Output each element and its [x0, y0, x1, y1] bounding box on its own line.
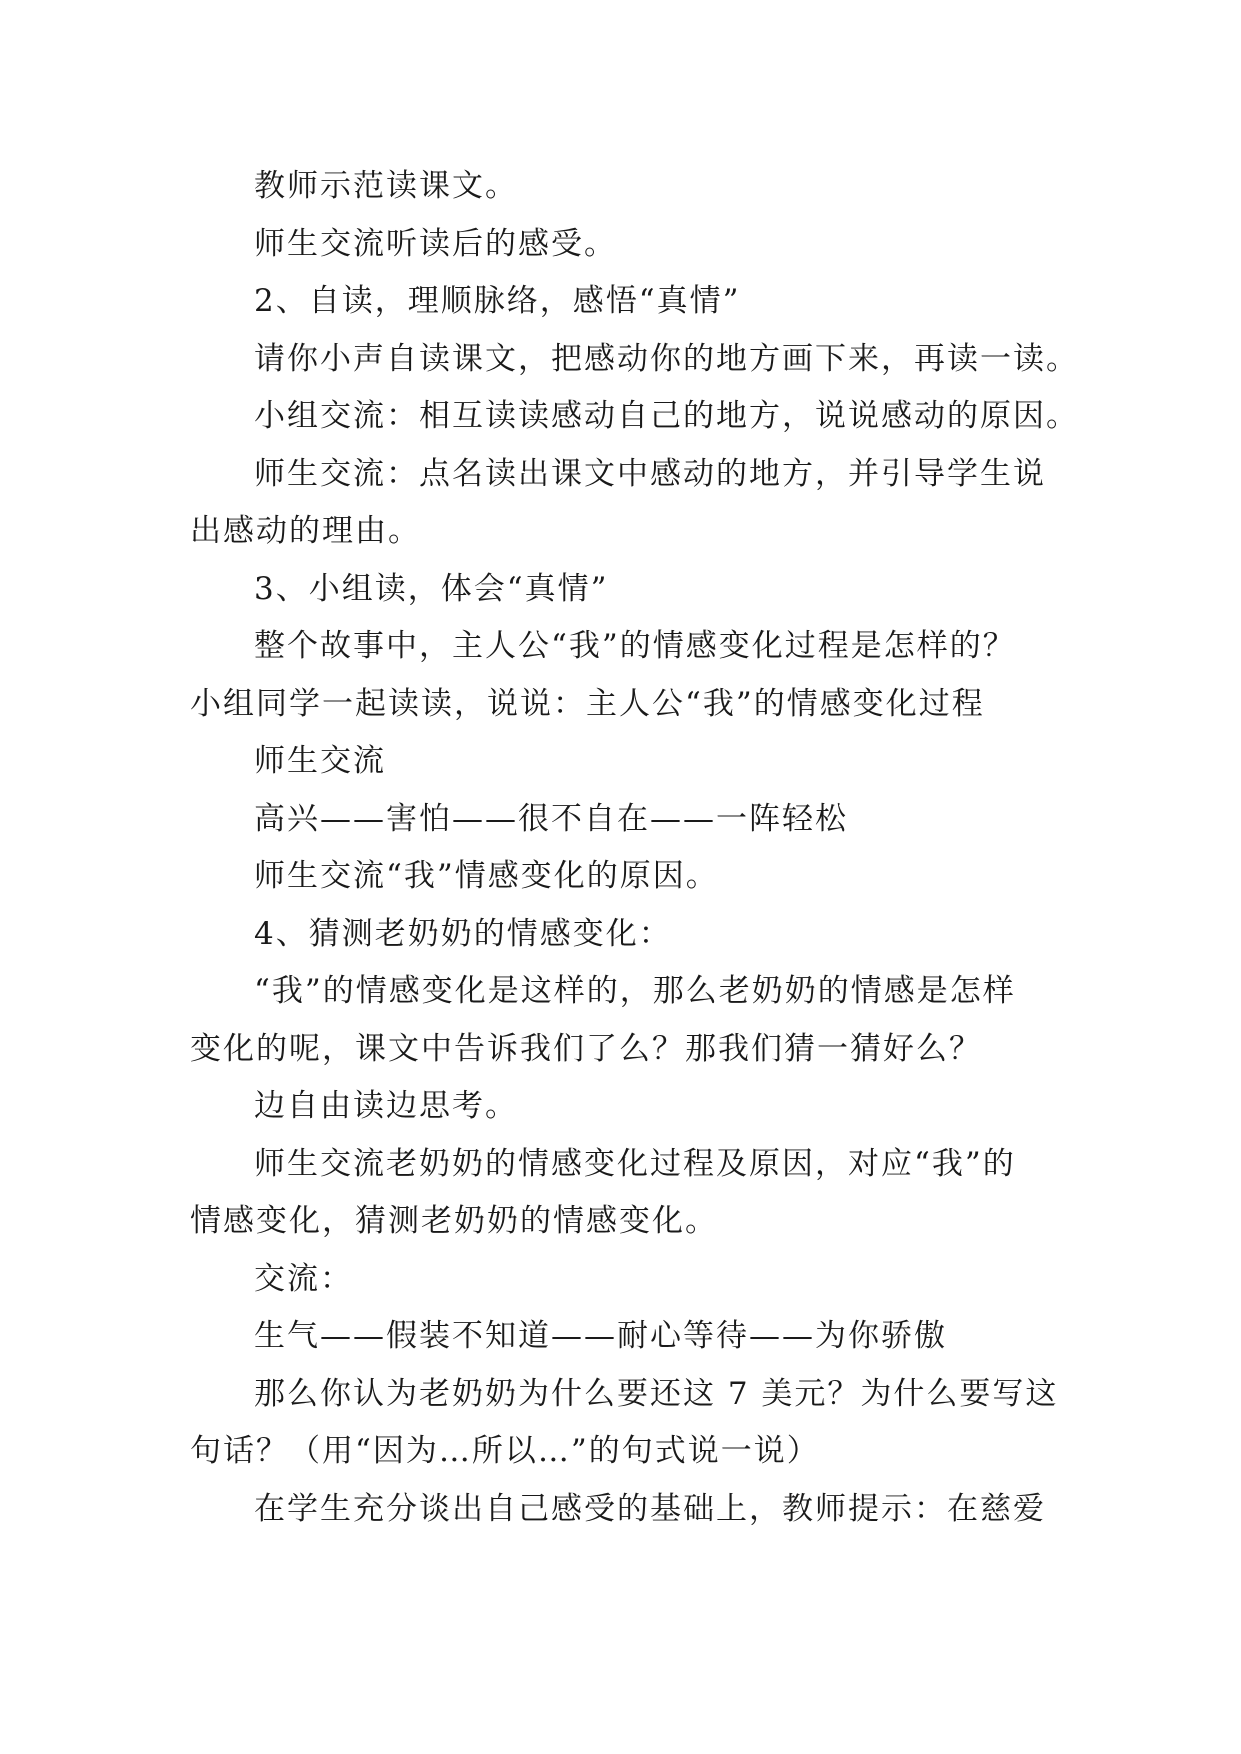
text-line: 小组交流：相互读读感动自己的地方，说说感动的原因。	[254, 398, 1079, 434]
text-line: 出感动的理由。	[190, 513, 421, 549]
text-line: 在学生充分谈出自己感受的基础上，教师提示：在慈爱	[254, 1490, 1046, 1527]
text-line: 3、小组读，体会“真情”	[254, 570, 609, 607]
text-line: “我”的情感变化是这样的，那么老奶奶的情感是怎样	[254, 973, 1016, 1009]
text-line: 整个故事中，主人公“我”的情感变化过程是怎样的？	[254, 628, 1016, 664]
text-line: 师生交流老奶奶的情感变化过程及原因，对应“我”的	[254, 1145, 1016, 1182]
text-line: 请你小声自读课文，把感动你的地方画下来，再读一读。	[254, 340, 1079, 377]
text-line: 生气——假装不知道——耐心等待——为你骄傲	[254, 1318, 947, 1354]
text-line: 教师示范读课文。	[254, 168, 518, 204]
text-line: 师生交流	[254, 743, 386, 779]
text-line: 句话？（用“因为…所以…”的句式说一说）	[190, 1433, 820, 1469]
document-body	[190, 158, 1079, 1538]
text-line: 交流：	[254, 1260, 353, 1297]
text-line: 小组同学一起读读，说说：主人公“我”的情感变化过程	[190, 685, 985, 722]
text-line: 边自由读边思考。	[254, 1088, 518, 1124]
text-line: 4、猜测老奶奶的情感变化：	[254, 915, 672, 952]
text-line: 2、自读，理顺脉络，感悟“真情”	[254, 283, 741, 319]
text-line: 师生交流“我”情感变化的原因。	[254, 858, 719, 894]
text-line: 那么你认为老奶奶为什么要还这 7 美元？为什么要写这	[254, 1375, 1059, 1412]
text-line: 变化的呢，课文中告诉我们了么？那我们猜一猜好么？	[190, 1030, 982, 1067]
text-line: 师生交流听读后的感受。	[254, 225, 617, 262]
text-line: 师生交流：点名读出课文中感动的地方，并引导学生说	[254, 455, 1046, 492]
text-line: 高兴——害怕——很不自在——一阵轻松	[254, 800, 848, 837]
text-line: 情感变化，猜测老奶奶的情感变化。	[190, 1203, 718, 1239]
